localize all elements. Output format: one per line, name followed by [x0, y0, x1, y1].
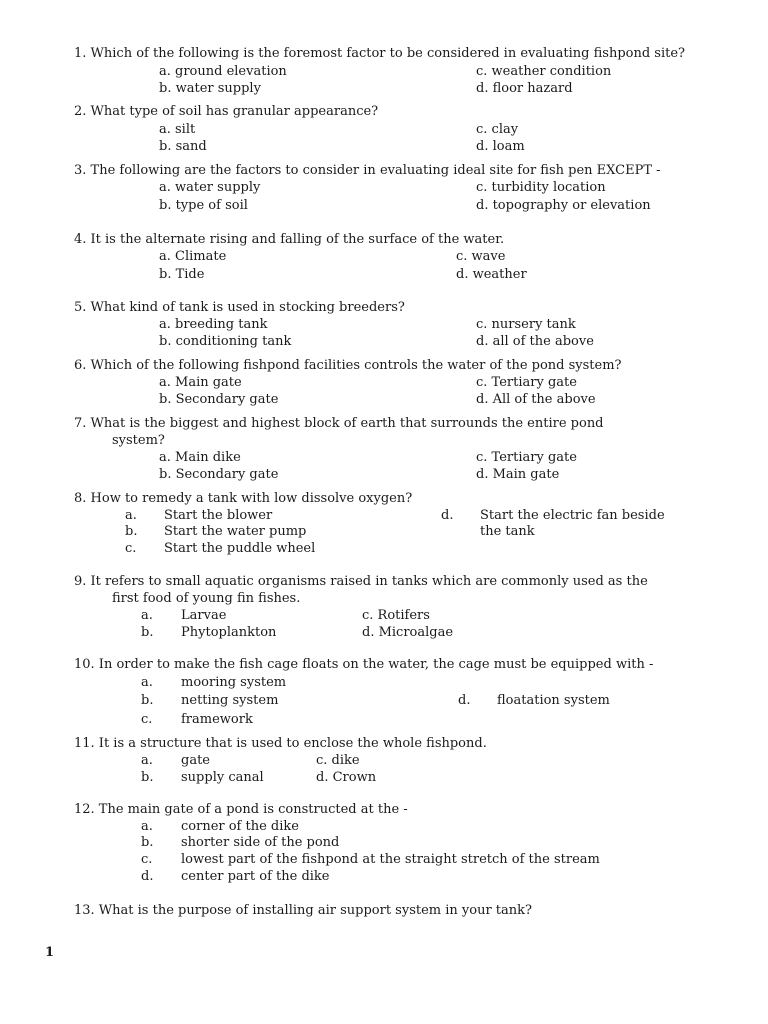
- question-1-option-d: d. floor hazard: [476, 81, 573, 96]
- question-1-stem: 1. Which of the following is the foremost factor to be considered in evaluating fishpond site?: [74, 46, 686, 61]
- question-13-stem: 13. What is the purpose of installing air support system in your tank?: [74, 903, 532, 918]
- question-8-option-c: Start the puddle wheel: [164, 541, 316, 556]
- question-4-option-c: c. wave: [456, 249, 506, 264]
- question-6-option-b: b. Secondary gate: [159, 392, 279, 407]
- question-8-stem: 8. How to remedy a tank with low dissolve oxygen?: [74, 491, 413, 506]
- question-10-option-b-letter: b.: [141, 693, 154, 708]
- question-9-option-c: c. Rotifers: [362, 608, 430, 623]
- question-11-option-b: supply canal: [181, 770, 264, 785]
- question-12-option-d-letter: d.: [141, 869, 154, 884]
- question-11-option-b-letter: b.: [141, 770, 154, 785]
- question-7-option-a: a. Main dike: [159, 450, 241, 465]
- question-10-option-b: netting system: [181, 693, 279, 708]
- question-10-stem: 10. In order to make the fish cage floats on the water, the cage must be equipped with -: [74, 657, 654, 672]
- question-10-option-d: floatation system: [497, 693, 610, 708]
- question-7-stem-continued: system?: [112, 433, 165, 448]
- question-1-option-a: a. ground elevation: [159, 64, 287, 79]
- question-10-option-d-letter: d.: [458, 693, 471, 708]
- question-6-option-a: a. Main gate: [159, 375, 242, 390]
- question-10-option-c: framework: [181, 712, 253, 727]
- question-9-stem-continued: first food of young fin fishes.: [112, 591, 301, 606]
- question-5-stem: 5. What kind of tank is used in stocking breeders?: [74, 300, 405, 315]
- question-5-option-b: b. conditioning tank: [159, 334, 292, 349]
- question-2-option-c: c. clay: [476, 122, 519, 137]
- question-10-option-c-letter: c.: [141, 712, 153, 727]
- question-12-option-a: corner of the dike: [181, 819, 299, 834]
- question-4-stem: 4. It is the alternate rising and falling of the surface of the water.: [74, 232, 505, 247]
- question-9-option-a: Larvae: [181, 608, 227, 623]
- question-5-option-a: a. breeding tank: [159, 317, 268, 332]
- question-8-option-d-continued: the tank: [480, 524, 535, 539]
- question-8-option-b: Start the water pump: [164, 524, 307, 539]
- question-8-option-d: Start the electric fan beside: [480, 508, 665, 523]
- question-2-option-b: b. sand: [159, 139, 207, 154]
- question-9-option-b-letter: b.: [141, 625, 154, 640]
- question-6-option-c: c. Tertiary gate: [476, 375, 577, 390]
- question-8-option-b-letter: b.: [125, 524, 138, 539]
- question-1-option-b: b. water supply: [159, 81, 261, 96]
- question-8-option-a: Start the blower: [164, 508, 273, 523]
- question-8-option-a-letter: a.: [125, 508, 137, 523]
- question-2-option-d: d. loam: [476, 139, 525, 154]
- question-8-option-c-letter: c.: [125, 541, 137, 556]
- question-5-option-d: d. all of the above: [476, 334, 594, 349]
- question-2-stem: 2. What type of soil has granular appearance?: [74, 104, 379, 119]
- question-10-option-a-letter: a.: [141, 675, 153, 690]
- question-12-option-b: shorter side of the pond: [181, 835, 340, 850]
- question-12-option-b-letter: b.: [141, 835, 154, 850]
- question-7-option-c: c. Tertiary gate: [476, 450, 577, 465]
- question-9-option-d: d. Microalgae: [362, 625, 454, 640]
- page-number: 1: [45, 945, 55, 960]
- question-6-stem: 6. Which of the following fishpond facilities controls the water of the pond system?: [74, 358, 622, 373]
- question-12-option-c-letter: c.: [141, 852, 153, 867]
- question-12-option-a-letter: a.: [141, 819, 153, 834]
- question-11-option-c: c. dike: [316, 753, 360, 768]
- question-9-option-b: Phytoplankton: [181, 625, 277, 640]
- question-11-option-d: d. Crown: [316, 770, 377, 785]
- question-7-option-b: b. Secondary gate: [159, 467, 279, 482]
- question-7-stem: 7. What is the biggest and highest block of earth that surrounds the entire pond: [74, 416, 604, 431]
- question-9-stem: 9. It refers to small aquatic organisms raised in tanks which are commonly used as the: [74, 574, 648, 589]
- question-10-option-a: mooring system: [181, 675, 287, 690]
- question-12-option-c: lowest part of the fishpond at the straight stretch of the stream: [181, 852, 600, 867]
- question-5-option-c: c. nursery tank: [476, 317, 576, 332]
- question-3-option-c: c. turbidity location: [476, 180, 606, 195]
- question-1-option-c: c. weather condition: [476, 64, 612, 79]
- question-4-option-b: b. Tide: [159, 267, 205, 282]
- question-3-option-a: a. water supply: [159, 180, 261, 195]
- question-6-option-d: d. All of the above: [476, 392, 596, 407]
- question-4-option-d: d. weather: [456, 267, 527, 282]
- question-11-option-a: gate: [181, 753, 210, 768]
- question-7-option-d: d. Main gate: [476, 467, 560, 482]
- question-2-option-a: a. silt: [159, 122, 196, 137]
- question-11-stem: 11. It is a structure that is used to enclose the whole fishpond.: [74, 736, 487, 751]
- question-3-option-d: d. topography or elevation: [476, 198, 651, 213]
- question-4-option-a: a. Climate: [159, 249, 227, 264]
- question-3-stem: 3. The following are the factors to consider in evaluating ideal site for fish pen EXCEPT -: [74, 163, 661, 178]
- question-12-stem: 12. The main gate of a pond is constructed at the -: [74, 802, 408, 817]
- question-12-option-d: center part of the dike: [181, 869, 330, 884]
- question-3-option-b: b. type of soil: [159, 198, 248, 213]
- question-8-option-d-letter: d.: [441, 508, 454, 523]
- question-11-option-a-letter: a.: [141, 753, 153, 768]
- question-9-option-a-letter: a.: [141, 608, 153, 623]
